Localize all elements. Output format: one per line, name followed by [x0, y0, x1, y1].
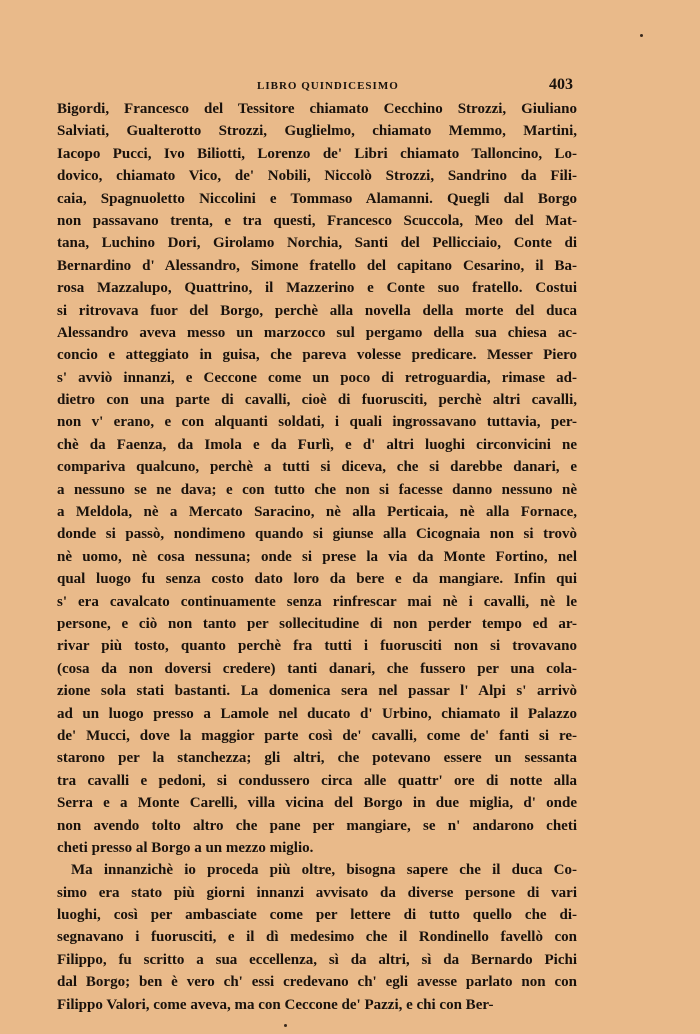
text-line: persone, e ciò non tanto per sollecitudine di non perder tempo ed ar- — [57, 615, 577, 632]
text-line: zione sola stati bastanti. La domenica sera nel passar l' Alpi s' arrivò — [57, 683, 577, 700]
page-header — [57, 76, 573, 98]
text-line: Alessandro aveva messo un marzocco sul pergamo della sua chiesa ac- — [57, 324, 577, 341]
text-line: rosa Mazzalupo, Quattrino, il Mazzerino e Conte suo fratello. Costui — [57, 280, 577, 297]
text-line: si ritrovava fuor del Borgo, perchè alla novella della morte del duca — [57, 302, 577, 319]
text-line: dal Borgo; ben è vero ch' essi credevano ch' egli avesse parlato non con — [57, 974, 577, 991]
text-line: simo era stato più giorni innanzi avvisato da diverse persone di vari — [57, 884, 577, 901]
page-number: 403 — [549, 76, 573, 93]
text-line: nè uomo, nè cosa nessuna; onde si prese la via da Monte Fortino, nel — [57, 548, 577, 565]
text-line: Bigordi, Francesco del Tessitore chiamato Cecchino Strozzi, Giuliano — [57, 101, 577, 117]
ink-speck — [284, 1024, 287, 1027]
text-line: luoghi, così per ambasciate come per lettere di tutto quello che di- — [57, 907, 577, 924]
body-text — [57, 98, 577, 1016]
text-line: tana, Luchino Dori, Girolamo Norchia, Santi del Pellicciaio, Conte di — [57, 235, 577, 252]
text-line: de' Mucci, dove la maggior parte così de' cavalli, come de' fanti si re- — [57, 727, 577, 744]
text-line: s' era cavalcato continuamente senza rinfrescar mai nè i cavalli, nè le — [57, 593, 577, 610]
text-line: non v' erano, e con alquanti soldati, i quali ingrossavano tuttavia, per- — [57, 414, 577, 431]
text-line: dietro con una parte di cavalli, cioè di fuorusciti, perchè altri cavalli, — [57, 392, 577, 409]
text-line: a nessuno se ne dava; e con tutto che non si facesse danno nessuno nè — [57, 481, 577, 498]
text-line: non passavano trenta, e tra questi, Francesco Scuccola, Meo del Mat- — [57, 212, 577, 229]
text-line: Ma innanzichè io proceda più oltre, bisogna sapere che il duca Co- — [71, 862, 577, 879]
text-line: chè da Faenza, da Imola e da Furlì, e d' altri luoghi circonvicini ne — [57, 436, 577, 453]
text-line: rivar più tosto, quanto perchè fra tutti i fuorusciti non si trovavano — [57, 638, 577, 655]
running-title: LIBRO QUINDICESIMO — [257, 80, 399, 92]
text-line: s' avviò innanzi, e Ceccone come un poco di retroguardia, rimase ad- — [57, 369, 577, 386]
text-line: non avendo tolto altro che pane per mangiare, se n' andarono cheti — [57, 817, 577, 834]
text-line: donde si passò, nondimeno quando si giunse alla Cicognaia non si trovò — [57, 526, 577, 543]
text-line: tra cavalli e pedoni, si condussero circa alle quattr' ore di notte alla — [57, 772, 577, 789]
text-line: a Meldola, nè a Mercato Saracino, nè alla Perticaia, nè alla Fornace, — [57, 504, 577, 521]
text-line: Filippo Valori, come aveva, ma con Ceccone de' Pazzi, e chi con Ber- — [57, 996, 494, 1013]
text-line: segnavano i fuorusciti, e il dì medesimo che il Rondinello favellò con — [57, 929, 577, 946]
text-line: Salviati, Gualterotto Strozzi, Guglielmo, chiamato Memmo, Martini, — [57, 123, 577, 140]
text-line: (cosa da non doversi credere) tanti danari, che fussero per una cola- — [57, 660, 577, 677]
text-line: ad un luogo presso a Lamole nel ducato d' Urbino, chiamato il Palazzo — [57, 705, 577, 722]
text-line: Filippo, fu scritto a sua eccellenza, sì da altri, sì da Bernardo Pichi — [57, 951, 577, 968]
text-line: starono per la stanchezza; gli altri, che potevano essere un sessanta — [57, 750, 577, 767]
text-line: qual luogo fu senza costo dato loro da bere e da mangiare. Infin qui — [57, 571, 577, 588]
text-line: cheti presso al Borgo a un mezzo miglio. — [57, 839, 314, 856]
text-line: concio e atteggiato in guisa, che pareva volesse predicare. Messer Piero — [57, 347, 577, 364]
text-line: caia, Spagnuoletto Niccolini e Tommaso Alamanni. Quegli dal Borgo — [57, 190, 577, 207]
text-line: compariva qualcuno, perchè a tutti si diceva, che si darebbe danari, e — [57, 459, 577, 476]
text-line: dovico, chiamato Vico, de' Nobili, Niccolò Strozzi, Sandrino da Fili- — [57, 168, 577, 185]
ink-speck — [640, 34, 643, 37]
text-line: Iacopo Pucci, Ivo Biliotti, Lorenzo de' Libri chiamato Talloncino, Lo- — [57, 145, 577, 162]
text-line: Serra e a Monte Carelli, villa vicina del Borgo in due miglia, d' onde — [57, 795, 577, 812]
text-line: Bernardino d' Alessandro, Simone fratello del capitano Cesarino, il Ba- — [57, 257, 577, 274]
